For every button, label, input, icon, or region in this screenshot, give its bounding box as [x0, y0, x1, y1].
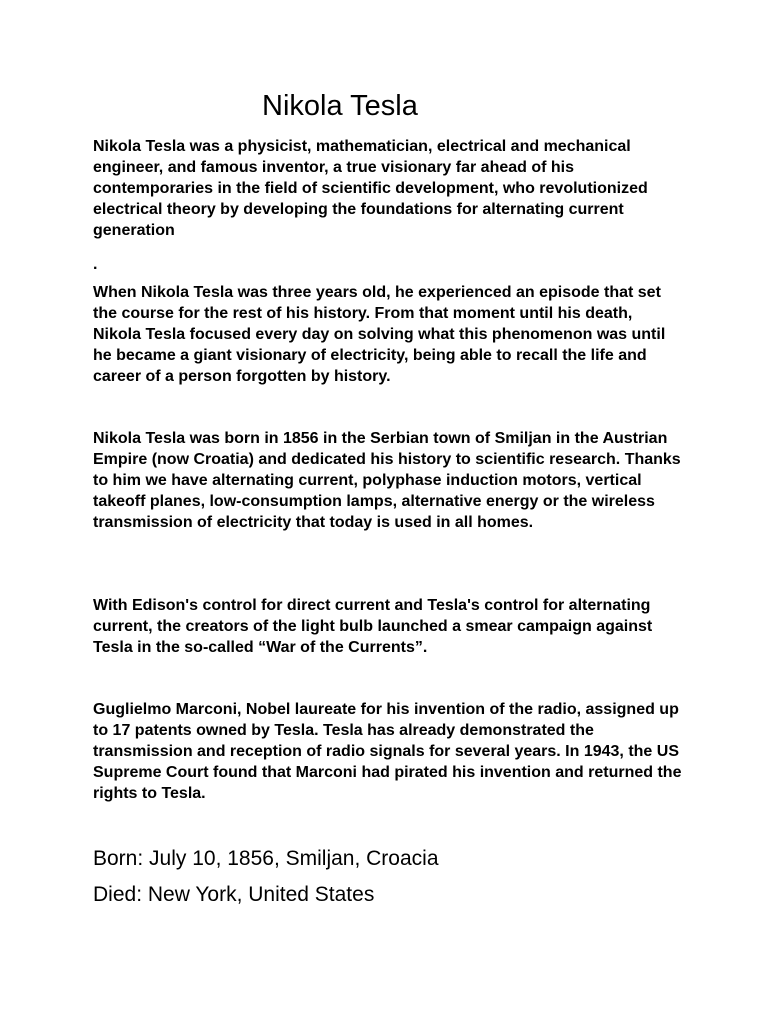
intro-paragraph: Nikola Tesla was a physicist, mathematician, electrical and mechanical engineer, and famous inventor, a true visionary far ahead of his contemporaries in the field of scientific development, who revolutionized electrical theory by developing the foundations for alternating current generation	[93, 138, 648, 239]
war-of-currents-paragraph: With Edison's control for direct current and Tesla's control for alternating current, the creators of the light bulb launched a smear campaign against Tesla in the so-called “War of the Currents”.	[93, 597, 653, 656]
childhood-paragraph: When Nikola Tesla was three years old, he experienced an episode that set the course for the rest of his history. From that moment until his death, Nikola Tesla focused every day on solving what this phenomenon was until he became a giant visionary of electricity, being able to recall the life and career of a person forgotten by history.	[93, 284, 666, 385]
birth-paragraph: Nikola Tesla was born in 1856 in the Serbian town of Smiljan in the Austrian Empire (now Croatia) and dedicated his history to scientific research. Thanks to him we have alternating current, polyphase induction motors, vertical takeoff planes, low-consumption lamps, alternative energy or the wireless transmission of electricity that today is used in all homes.	[93, 430, 681, 531]
born-line: Born: July 10, 1856, Smiljan, Croacia	[93, 847, 439, 870]
marconi-paragraph: Guglielmo Marconi, Nobel laureate for his invention of the radio, assigned up to 17 patents owned by Tesla. Tesla has already demonstrated the transmission and reception of radio signals for several years. In 1943, the US Supreme Court found that Marconi had pirated his invention and returned the rights to Tesla.	[93, 701, 682, 802]
died-line: Died: New York, United States	[93, 883, 375, 906]
page-title: Nikola Tesla	[262, 90, 418, 122]
stray-period: .	[93, 256, 98, 273]
